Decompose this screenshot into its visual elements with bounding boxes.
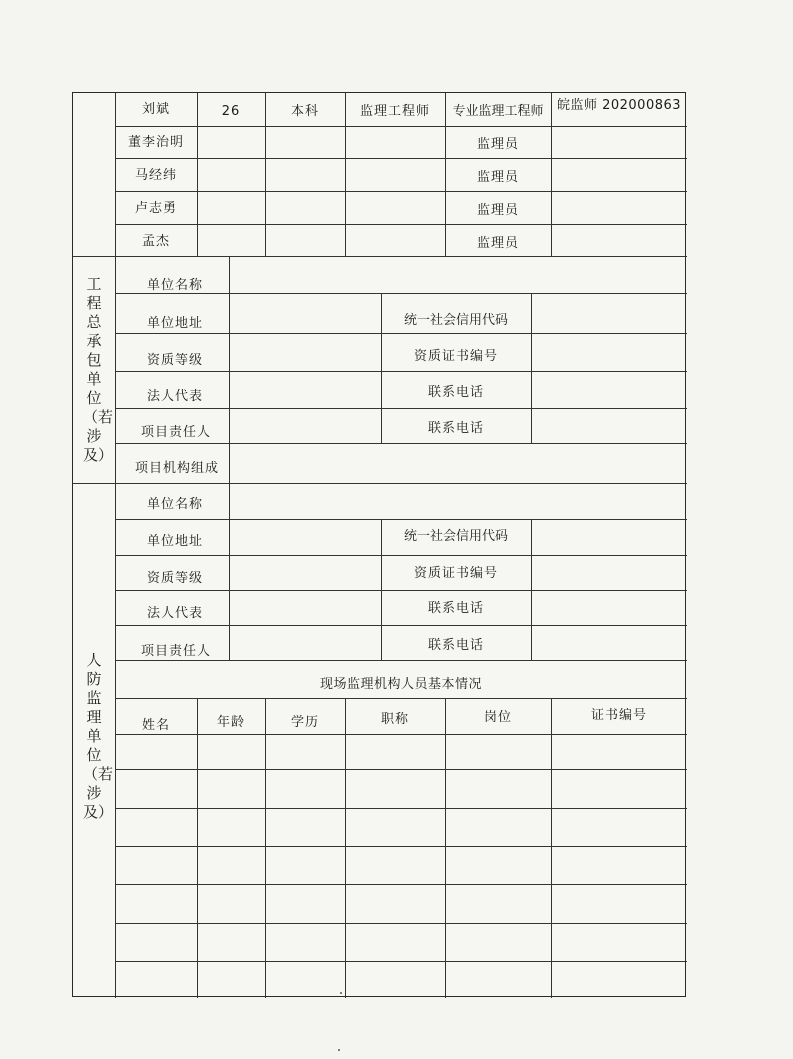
project-org-label: 项目机构组成 — [135, 461, 220, 476]
credit-code-label: 统一社会信用代码 — [403, 529, 508, 544]
staff-name: 刘斌 — [141, 102, 170, 117]
credit-code-label: 统一社会信用代码 — [403, 313, 508, 328]
unit-address-label: 单位地址 — [147, 316, 204, 331]
staff-name: 孟杰 — [141, 234, 170, 249]
staff-position: 监理员 — [476, 170, 519, 185]
cert-number-label: 资质证书编号 — [413, 566, 498, 581]
project-lead-label: 项目责任人 — [141, 425, 212, 440]
supervision-form-table — [72, 92, 686, 997]
qualification-label: 资质等级 — [147, 571, 204, 586]
phone-label: 联系电话 — [427, 421, 484, 436]
legal-rep-label: 法人代表 — [147, 606, 204, 621]
page-mark — [340, 992, 342, 994]
unit-address-label: 单位地址 — [147, 534, 204, 549]
staff-position: 专业监理工程师 — [452, 104, 544, 119]
unit-name-label: 单位名称 — [147, 278, 204, 293]
staff-name: 卢志勇 — [134, 201, 177, 216]
column-header-age: 年龄 — [216, 715, 245, 730]
page-mark — [338, 1049, 340, 1051]
staff-education: 本科 — [290, 104, 319, 119]
column-header-education: 学历 — [290, 715, 319, 730]
column-header-cert: 证书编号 — [590, 708, 647, 723]
unit-name-label: 单位名称 — [147, 497, 204, 512]
column-header-title: 职称 — [380, 712, 409, 727]
contractor-section-label: 工程总承包单位（若涉及） — [83, 275, 114, 464]
staff-title: 监理工程师 — [359, 104, 430, 119]
staff-name: 马经纬 — [134, 168, 177, 183]
staff-position: 监理员 — [476, 203, 519, 218]
phone-label: 联系电话 — [427, 638, 484, 653]
column-header-position: 岗位 — [483, 710, 512, 725]
staff-name: 董李治明 — [127, 135, 184, 150]
phone-label: 联系电话 — [427, 385, 484, 400]
column-header-name: 姓名 — [141, 718, 170, 733]
phone-label: 联系电话 — [427, 601, 484, 616]
qualification-label: 资质等级 — [147, 353, 204, 368]
project-lead-label: 项目责任人 — [141, 644, 212, 659]
legal-rep-label: 法人代表 — [147, 389, 204, 404]
staff-position: 监理员 — [476, 137, 519, 152]
staff-position: 监理员 — [476, 236, 519, 251]
cert-number-label: 资质证书编号 — [413, 349, 498, 364]
staff-cert: 皖监师 202000863 — [556, 98, 682, 113]
staff-section-title: 现场监理机构人员基本情况 — [319, 677, 482, 692]
staff-age: 26 — [221, 104, 241, 119]
civil-defense-section-label: 人防监理单位（若涉及） — [83, 651, 114, 821]
